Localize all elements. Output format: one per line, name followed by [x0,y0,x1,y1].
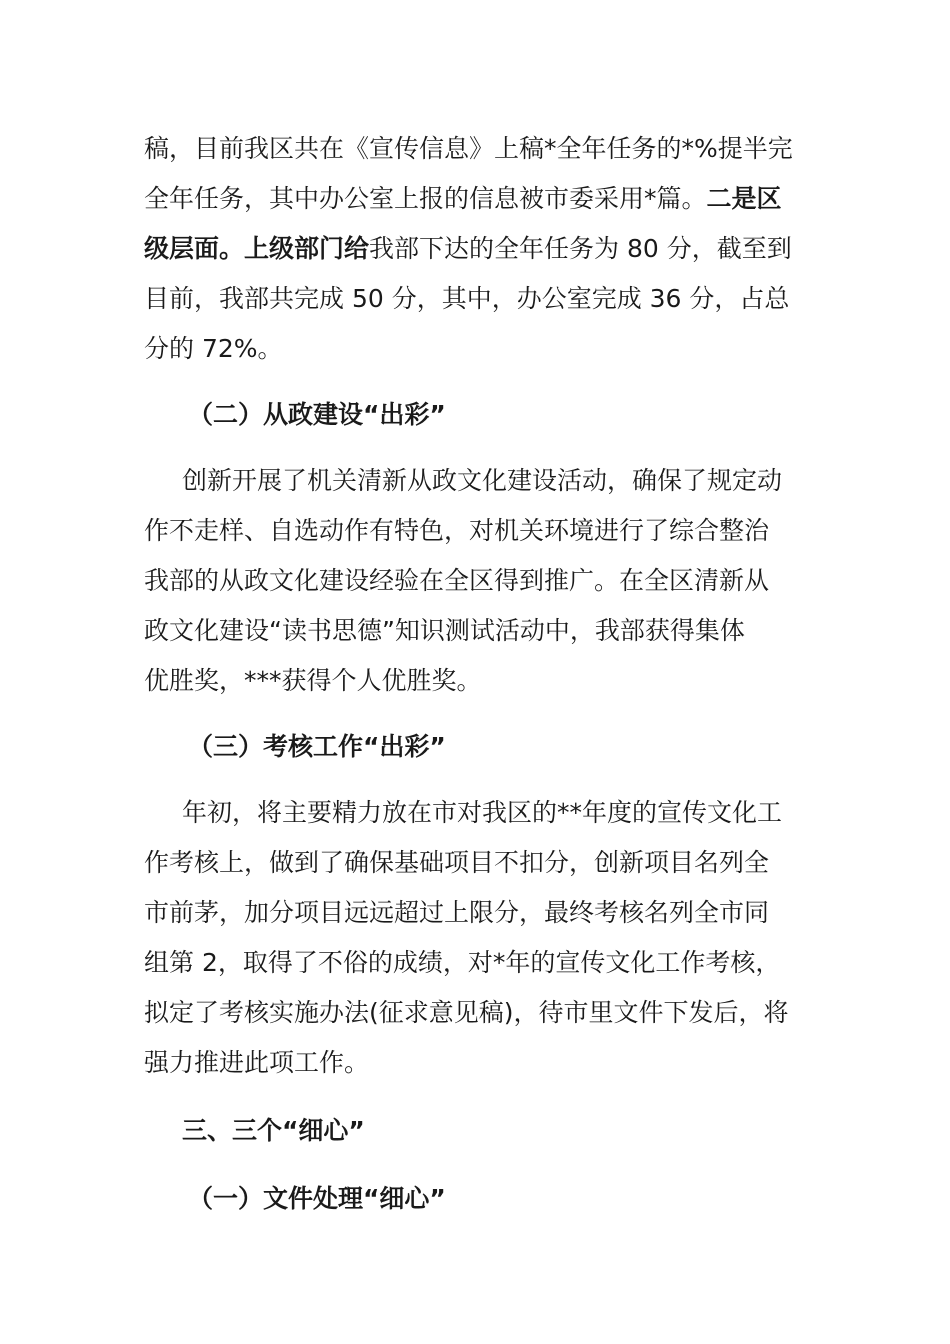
spacer [144,706,808,722]
text-line: 强力推进此项工作。 [144,1048,370,1077]
text-line: 分的 72%。 [144,334,283,363]
heading-kaohe: （三）考核工作“出彩” [188,732,446,761]
text-line: 我部的从政文化建设经验在全区得到推广。在全区清新从 [144,566,770,595]
text-run: 全年任务，其中办公室上报的信息被市委采用*篇。 [144,184,707,213]
heading-wenjian: （一）文件处理“细心” [188,1184,446,1213]
text-line: 拟定了考核实施办法(征求意见稿)，待市里文件下发后，将 [144,998,789,1027]
document-body [144,124,808,1224]
text-line: 稿，目前我区共在《宣传信息》上稿*全年任务的*%提半完 [144,134,793,163]
text-line: 市前茅，加分项目远远超过上限分，最终考核名列全市同 [144,898,770,927]
text-line: 优胜奖，***获得个人优胜奖。 [144,666,482,695]
paragraph-kaohe [144,788,808,1088]
text-line: 作考核上，做到了确保基础项目不扣分，创新项目名列全 [144,848,770,877]
spacer [144,1088,808,1106]
paragraph-zhengjian [144,456,808,706]
text-line [144,224,808,274]
text-line: 作不走样、自选动作有特色，对机关环境进行了综合整治 [144,516,770,545]
spacer [144,1156,808,1174]
spacer [144,772,808,788]
text-line: 年初，将主要精力放在市对我区的**年度的宣传文化工 [182,798,783,827]
heading-zhengjian: （二）从政建设“出彩” [188,400,446,429]
text-line: 组第 2，取得了不俗的成绩，对*年的宣传文化工作考核， [144,948,781,977]
text-line: 目前，我部共完成 50 分，其中，办公室完成 36 分，占总 [144,284,790,313]
bold-text-run: 级层面。上级部门给 [144,234,370,263]
text-line: 创新开展了机关清新从政文化建设活动，确保了规定动 [182,466,783,495]
text-run: 我部下达的全年任务为 80 分，截至到 [369,234,792,263]
bold-text-run: 二是区 [706,184,782,213]
text-line: 政文化建设“读书思德”知识测试活动中，我部获得集体 [144,616,745,645]
spacer [144,440,808,456]
spacer [144,374,808,390]
text-line [144,174,808,224]
heading-section-three: 三、三个“细心” [182,1116,365,1145]
paragraph-task-summary [144,124,808,374]
